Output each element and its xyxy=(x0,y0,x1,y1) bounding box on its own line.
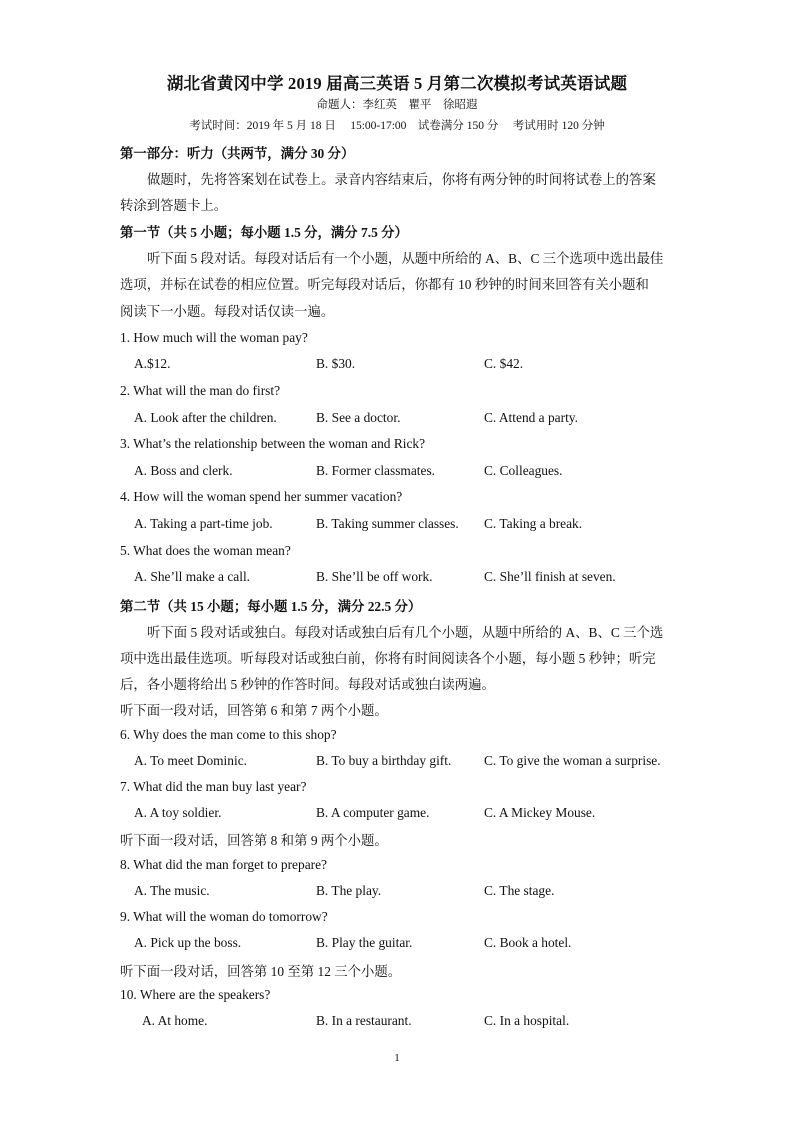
authors-line: 命题人：李红英 瞿平 徐昭遐 xyxy=(316,99,478,111)
page-number: 1 xyxy=(394,1052,400,1064)
q6-option-c: C. To give the woman a surprise. xyxy=(484,753,661,768)
listening-cue: 听下面一段对话，回答第 10 至第 12 三个小题。 xyxy=(120,964,402,979)
q5-option-c: C. She’ll finish at seven. xyxy=(484,569,616,584)
section1-instruction-line: 阅读下一小题。每段对话仅读一遍。 xyxy=(120,304,335,319)
q6-option-a: A. To meet Dominic. xyxy=(134,753,247,768)
question-9: 9. What will the woman do tomorrow? xyxy=(120,909,328,924)
section1-instruction-line: 选项，并标在试卷的相应位置。听完每段对话后，你都有 10 秒钟的时间来回答有关小题和 xyxy=(120,277,649,292)
q4-option-b: B. Taking summer classes. xyxy=(316,516,459,531)
q2-option-a: A. Look after the children. xyxy=(134,410,277,425)
q4-option-a: A. Taking a part-time job. xyxy=(134,516,273,531)
q9-option-b: B. Play the guitar. xyxy=(316,935,413,950)
q3-option-a: A. Boss and clerk. xyxy=(134,463,233,478)
q4-option-c: C. Taking a break. xyxy=(484,516,583,531)
section2-instruction-line: 后，各小题将给出 5 秒钟的作答时间。每段对话或独白读两遍。 xyxy=(120,677,495,692)
section1-heading: 第一节（共 5 小题；每小题 1.5 分，满分 7.5 分） xyxy=(120,225,408,240)
q8-option-b: B. The play. xyxy=(316,883,382,898)
question-3: 3. What’s the relationship between the woman and Rick? xyxy=(120,436,426,451)
q9-option-a: A. Pick up the boss. xyxy=(134,935,242,950)
question-10: 10. Where are the speakers? xyxy=(120,987,271,1002)
part1-heading: 第一部分：听力（共两节，满分 30 分） xyxy=(120,146,355,161)
q8-option-c: C. The stage. xyxy=(484,883,555,898)
question-6: 6. Why does the man come to this shop? xyxy=(120,727,337,742)
section2-heading: 第二节（共 15 小题；每小题 1.5 分，满分 22.5 分） xyxy=(120,599,422,614)
question-2: 2. What will the man do first? xyxy=(120,383,281,398)
q8-option-a: A. The music. xyxy=(134,883,210,898)
q10-option-b: B. In a restaurant. xyxy=(316,1013,412,1028)
question-5: 5. What does the woman mean? xyxy=(120,543,291,558)
exam-title: 湖北省黄冈中学 2019 届高三英语 5 月第二次模拟考试英语试题 xyxy=(166,74,628,93)
q10-option-a: A. At home. xyxy=(142,1013,208,1028)
q7-option-b: B. A computer game. xyxy=(316,805,430,820)
q7-option-a: A. A toy soldier. xyxy=(134,805,222,820)
q7-option-c: C. A Mickey Mouse. xyxy=(484,805,596,820)
section2-instruction-line: 项中选出最佳选项。听每段对话或独白前，你将有时间阅读各个小题，每小题 5 秒钟；听完 xyxy=(120,651,656,666)
q1-option-a: A.$12. xyxy=(134,356,171,371)
q1-option-b: B. $30. xyxy=(316,356,356,371)
question-7: 7. What did the man buy last year? xyxy=(120,779,307,794)
q9-option-c: C. Book a hotel. xyxy=(484,935,572,950)
section1-instruction-line: 听下面 5 段对话。每段对话后有一个小题，从题中所给的 A、B、C 三个选项中选出最佳 xyxy=(147,251,664,266)
q1-option-c: C. $42. xyxy=(484,356,524,371)
part1-instruction-line: 转涂到答题卡上。 xyxy=(120,198,228,213)
q2-option-b: B. See a doctor. xyxy=(316,410,401,425)
section2-instruction-line: 听下面 5 段对话或独白。每段对话或独白后有几个小题，从题中所给的 A、B、C 三个选 xyxy=(147,625,664,640)
listening-cue: 听下面一段对话，回答第 8 和第 9 两个小题。 xyxy=(120,833,388,848)
question-8: 8. What did the man forget to prepare? xyxy=(120,857,327,872)
question-4: 4. How will the woman spend her summer vacation? xyxy=(120,489,403,504)
q10-option-c: C. In a hospital. xyxy=(484,1013,570,1028)
exam-info-line: 考试时间：2019 年 5 月 18 日 15:00-17:00 试卷满分 150 分 考试用时 120 分钟 xyxy=(189,120,605,132)
q5-option-b: B. She’ll be off work. xyxy=(316,569,433,584)
q5-option-a: A. She’ll make a call. xyxy=(134,569,251,584)
q2-option-c: C. Attend a party. xyxy=(484,410,578,425)
question-1: 1. How much will the woman pay? xyxy=(120,330,308,345)
q3-option-c: C. Colleagues. xyxy=(484,463,563,478)
listening-cue: 听下面一段对话，回答第 6 和第 7 两个小题。 xyxy=(120,703,388,718)
part1-instruction-line: 做题时，先将答案划在试卷上。录音内容结束后，你将有两分钟的时间将试卷上的答案 xyxy=(147,172,656,187)
q3-option-b: B. Former classmates. xyxy=(316,463,436,478)
q6-option-b: B. To buy a birthday gift. xyxy=(316,753,452,768)
